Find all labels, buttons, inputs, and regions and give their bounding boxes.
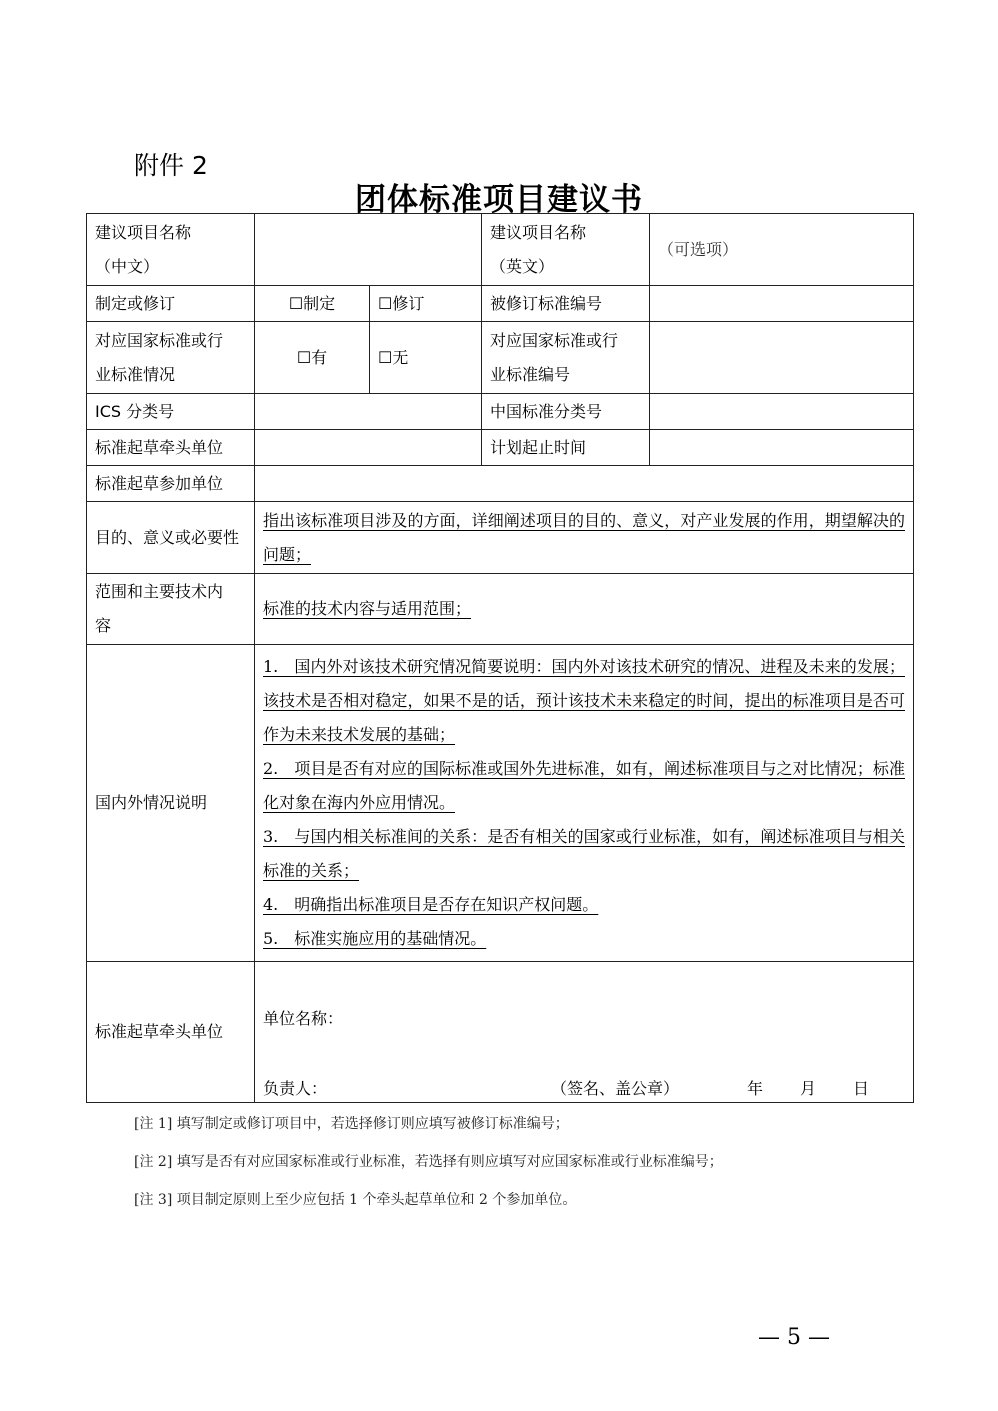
status-item: 2. 项目是否有对应的国际标准或国外先进标准，如有，阐述标准项目与之对比情况；标准化对象在海内外应用情况。	[263, 759, 905, 812]
ccs-label: 中国标准分类号	[482, 394, 650, 430]
type-label: 制定或修订	[87, 286, 255, 322]
type-checkbox-revise[interactable]: ☐修订	[370, 286, 482, 322]
participants-label: 标准起草参加单位	[87, 466, 255, 502]
status-field[interactable]	[255, 645, 914, 962]
revised-no-field[interactable]	[650, 286, 914, 322]
national-checkbox-no[interactable]: ☐无	[370, 322, 482, 394]
name-en-field[interactable]: （可选项）	[650, 214, 914, 286]
status-item: 5. 标准实施应用的基础情况。	[263, 929, 487, 948]
page-number: — 5 —	[758, 1325, 830, 1350]
note-item: [注 2] 填写是否有对应国家标准或行业标准，若选择有则应填写对应国家标准或行业标准编号；	[134, 1154, 723, 1170]
national-label: 对应国家标准或行 业标准情况	[87, 322, 255, 394]
page-title: 团体标准项目建议书	[355, 182, 643, 218]
plan-time-field[interactable]	[650, 430, 914, 466]
purpose-label: 目的、意义或必要性	[87, 502, 255, 574]
responsible-label: 负责人：	[263, 1079, 328, 1098]
attachment-label: 附件 2	[134, 151, 208, 180]
status-item: 4. 明确指出标准项目是否存在知识产权问题。	[263, 895, 599, 914]
national-checkbox-yes[interactable]: ☐有	[255, 322, 370, 394]
signature-block	[255, 962, 914, 1103]
year-label: 年	[747, 1079, 764, 1098]
lead-unit-field[interactable]	[255, 430, 482, 466]
scope-field[interactable]	[255, 574, 914, 645]
plan-time-label: 计划起止时间	[482, 430, 650, 466]
ics-field[interactable]	[255, 394, 482, 430]
status-item: 1. 国内外对该技术研究情况简要说明：国内外对该技术研究的情况、进程及未来的发展；该技术是否相对稳定，如果不是的话，预计该技术未来稳定的时间，提出的标准项目是否可作为未来技术发展的基础；	[263, 657, 905, 744]
month-label: 月	[800, 1079, 817, 1098]
purpose-field[interactable]	[255, 502, 914, 574]
lead-sign-label: 标准起草牵头单位	[87, 962, 255, 1103]
name-en-label: 建议项目名称 （英文）	[482, 214, 650, 286]
scope-label: 范围和主要技术内 容	[87, 574, 255, 645]
name-cn-field[interactable]	[255, 214, 482, 286]
notes	[134, 1112, 723, 1226]
sign-seal-label: （签名、盖公章）	[551, 1079, 680, 1098]
ics-label: ICS 分类号	[87, 394, 255, 430]
type-checkbox-establish[interactable]: ☐制定	[255, 286, 370, 322]
note-item: [注 1] 填写制定或修订项目中，若选择修订则应填写被修订标准编号；	[134, 1116, 569, 1132]
name-cn-label: 建议项目名称 （中文）	[87, 214, 255, 286]
ccs-field[interactable]	[650, 394, 914, 430]
lead-unit-label: 标准起草牵头单位	[87, 430, 255, 466]
status-label: 国内外情况说明	[87, 645, 255, 962]
scope-guidance: 标准的技术内容与适用范围；	[263, 599, 472, 618]
revised-no-label: 被修订标准编号	[482, 286, 650, 322]
unit-name-label: 单位名称：	[263, 1009, 344, 1028]
status-item: 3. 与国内相关标准间的关系：是否有相关的国家或行业标准，如有，阐述标准项目与相关标准的关系；	[263, 827, 905, 880]
national-no-label: 对应国家标准或行 业标准编号	[482, 322, 650, 394]
national-no-field[interactable]	[650, 322, 914, 394]
purpose-guidance: 指出该标准项目涉及的方面，详细阐述项目的目的、意义，对产业发展的作用，期望解决的问题；	[263, 510, 905, 564]
day-label: 日	[853, 1079, 870, 1098]
note-item: [注 3] 项目制定原则上至少应包括 1 个牵头起草单位和 2 个参加单位。	[134, 1192, 577, 1208]
proposal-form-table	[86, 213, 914, 1103]
participants-field[interactable]	[255, 466, 914, 502]
